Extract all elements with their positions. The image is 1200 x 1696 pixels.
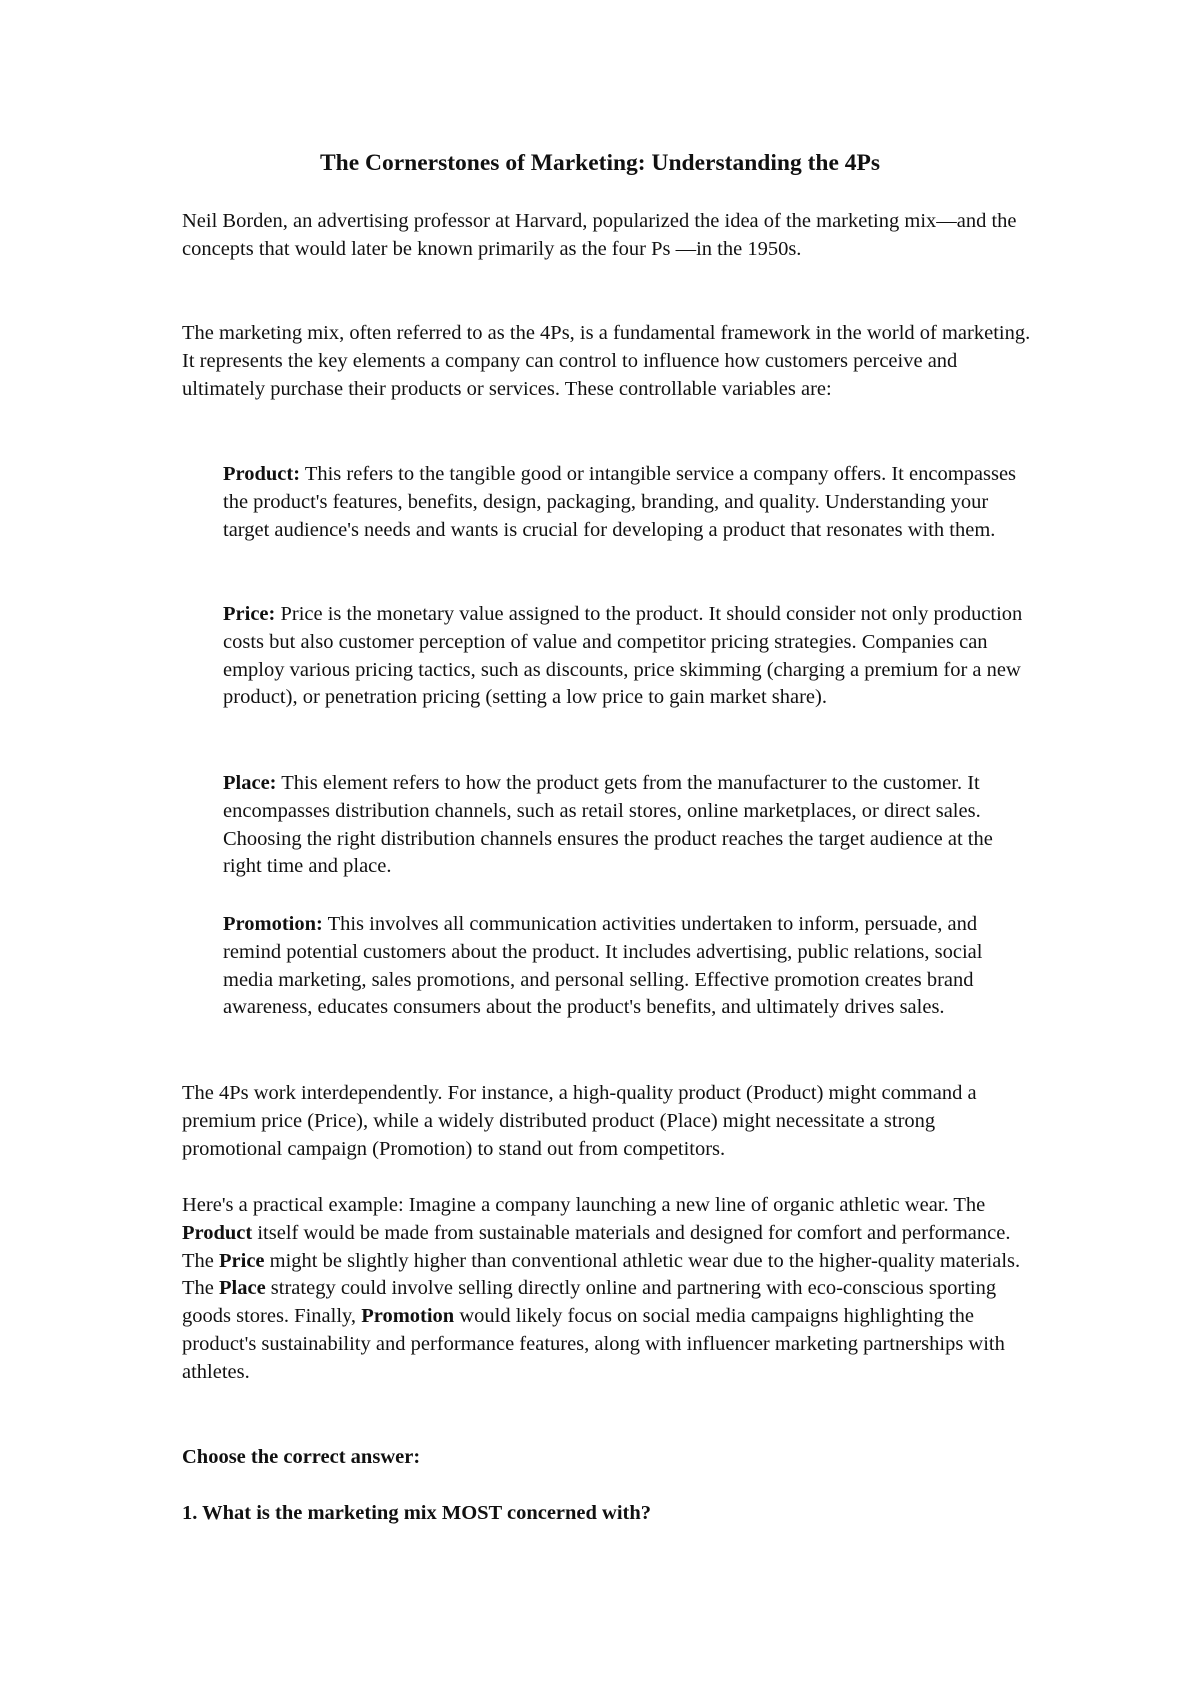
example-text-3: might be slightly higher than conventional athletic wear due to the higher-quality materials. The [182,1249,1021,1300]
example-text-4: strategy could involve selling directly online and partnering with eco-conscious sporting goods stores. Finally, [182,1277,997,1328]
element-promotion-label: Promotion: [223,913,323,935]
element-product-text: This refers to the tangible good or intangible service a company offers. It encompasses the product's features, benefits, design, packaging, branding, and quality. Understanding your target audience's needs and wants is crucial for developing a product that resonates with them. [223,463,1017,541]
page-title: The Cornerstones of Marketing: Understanding the 4Ps [319,150,881,176]
example-term-promotion: Promotion [361,1305,455,1328]
instruction-heading: Choose the correct answer: [182,1446,421,1468]
example-text-2: itself would be made from sustainable materials and designed for comfort and performance. The [182,1221,1011,1272]
element-promotion-text: This involves all communication activities undertaken to inform, persuade, and remind potential customers about the product. It includes advertising, public relations, social media marketing, sales promotions, and personal selling. Effective promotion creates brand awareness, educates consumers about the product's benefits, and ultimately drives sales. [223,913,983,1019]
element-product-label: Product: [223,463,301,485]
overview-paragraph: The marketing mix, often referred to as the 4Ps, is a fundamental framework in the world of marketing. It represents the key elements a company can control to influence how customers perceive and ultimately purchase their products or services. These controllable variables are: [182,322,1031,400]
element-price-label: Price: [223,603,276,625]
element-place-label: Place: [223,772,277,794]
question-1: 1. What is the marketing mix MOST concerned with? [182,1502,652,1524]
example-text-5: would likely focus on social media campaigns highlighting the product's sustainability and performance features, along with influencer marketing partnerships with athletes. [182,1305,1005,1383]
element-promotion [223,911,1033,1022]
example-paragraph [182,1192,1032,1387]
element-place-text: This element refers to how the product gets from the manufacturer to the customer. It encompasses distribution channels, such as retail stores, online marketplaces, or direct sales. Choosing the right distribution channels ensures the product reaches the target audience at the right time and place. [223,772,993,878]
example-term-place: Place [219,1277,266,1300]
intro-paragraph: Neil Borden, an advertising professor at Harvard, popularized the idea of the marketing mix—and the concepts that would later be known primarily as the four Ps —in the 1950s. [182,210,1017,260]
example-term-product: Product [182,1221,253,1244]
element-place [223,770,1033,881]
interdependence-paragraph: The 4Ps work interdependently. For instance, a high-quality product (Product) might command a premium price (Price), while a widely distributed product (Place) might necessitate a strong promotional campaign (Promotion) to stand out from competitors. [182,1082,977,1160]
element-price-text: Price is the monetary value assigned to the product. It should consider not only production costs but also customer perception of value and competitor pricing strategies. Companies can employ various pricing tactics, such as discounts, price skimming (charging a premium for a new product), or penetration pricing (setting a low price to gain market share). [223,603,1023,709]
example-term-price: Price [219,1249,265,1272]
element-product [223,461,1033,544]
example-text-1: Here's a practical example: Imagine a company launching a new line of organic athletic wear. The [182,1194,986,1216]
element-price [223,601,1033,712]
